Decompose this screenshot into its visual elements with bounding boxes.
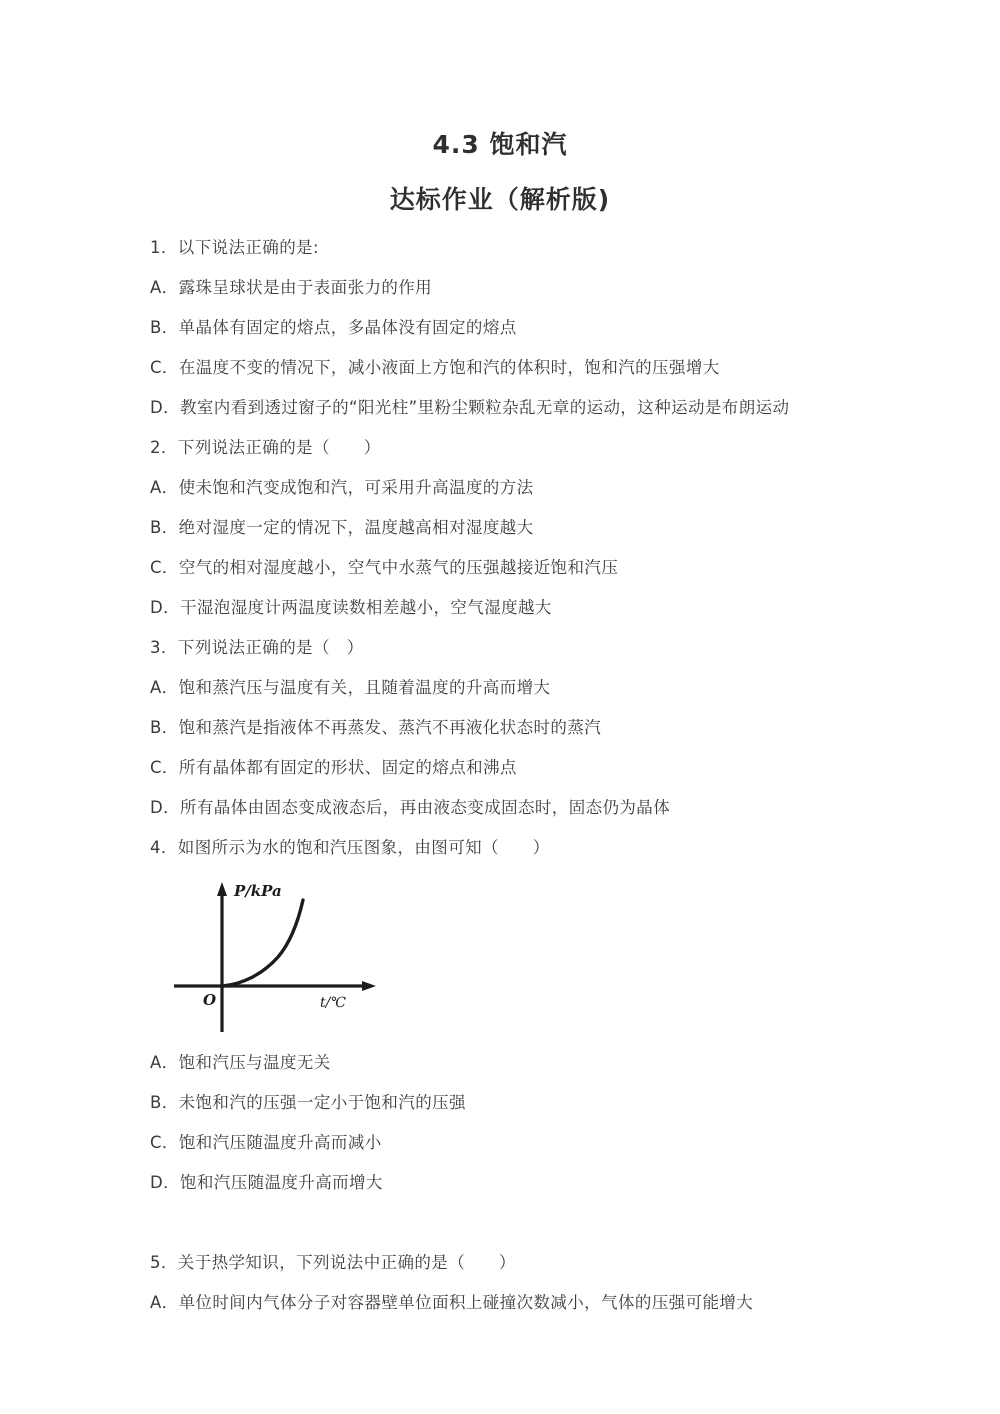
question-5-option-a: A．单位时间内气体分子对容器壁单位面积上碰撞次数减小，气体的压强可能增大 bbox=[150, 1293, 754, 1312]
question-2-option-c: C．空气的相对湿度越小，空气中水蒸气的压强越接近饱和汽压 bbox=[150, 558, 619, 577]
question-2-option-b: B．绝对湿度一定的情况下，温度越高相对湿度越大 bbox=[150, 518, 534, 537]
graph-origin-label: O bbox=[203, 991, 217, 1009]
question-1-option-d: D．教室内看到透过窗子的“阳光柱”里粉尘颗粒杂乱无章的运动，这种运动是布朗运动 bbox=[150, 398, 790, 417]
question-1-option-a: A．露珠呈球状是由于表面张力的作用 bbox=[150, 278, 433, 297]
saturated-vapor-pressure-graph bbox=[170, 874, 400, 1039]
graph-x-axis-label: t/℃ bbox=[320, 995, 347, 1011]
question-3-option-b: B．饱和蒸汽是指液体不再蒸发、蒸汽不再液化状态时的蒸汽 bbox=[150, 718, 602, 737]
question-3-option-c: C．所有晶体都有固定的形状、固定的熔点和沸点 bbox=[150, 758, 517, 777]
question-stem-3: 3．下列说法正确的是（ ） bbox=[150, 638, 364, 657]
graph-x-axis-arrow bbox=[362, 981, 376, 991]
question-stem-1: 1．以下说法正确的是: bbox=[150, 238, 319, 257]
spacer bbox=[150, 1203, 890, 1243]
question-stem-4: 4．如图所示为水的饱和汽压图象，由图可知（ ） bbox=[150, 838, 550, 857]
question-1-option-c: C．在温度不变的情况下，减小液面上方饱和汽的体积时，饱和汽的压强增大 bbox=[150, 358, 720, 377]
graph-y-axis-label: P/kPa bbox=[234, 882, 282, 900]
question-4-figure-wrapper bbox=[150, 868, 890, 1043]
question-2-option-d: D．干湿泡湿度计两温度读数相差越小，空气湿度越大 bbox=[150, 598, 552, 617]
page-subtitle: 达标作业（解析版) bbox=[389, 185, 611, 214]
question-4-option-c: C．饱和汽压随温度升高而减小 bbox=[150, 1133, 382, 1152]
questions-container bbox=[150, 228, 890, 1323]
question-4-option-a: A．饱和汽压与温度无关 bbox=[150, 1053, 331, 1072]
question-4-option-b: B．未饱和汽的压强一定小于饱和汽的压强 bbox=[150, 1093, 466, 1112]
graph-y-axis-arrow bbox=[217, 882, 227, 896]
question-4-option-d: D．饱和汽压随温度升高而增大 bbox=[150, 1173, 383, 1192]
question-2-option-a: A．使未饱和汽变成饱和汽，可采用升高温度的方法 bbox=[150, 478, 534, 497]
graph-curve bbox=[223, 900, 303, 986]
question-stem-5: 5．关于热学知识，下列说法中正确的是（ ） bbox=[150, 1253, 516, 1272]
question-stem-2: 2．下列说法正确的是（ ） bbox=[150, 438, 381, 457]
page-title: 4.3 饱和汽 bbox=[432, 130, 568, 159]
question-3-option-a: A．饱和蒸汽压与温度有关，且随着温度的升高而增大 bbox=[150, 678, 551, 697]
document-title-block bbox=[0, 126, 1000, 220]
question-3-option-d: D．所有晶体由固态变成液态后，再由液态变成固态时，固态仍为晶体 bbox=[150, 798, 671, 817]
question-1-option-b: B．单晶体有固定的熔点，多晶体没有固定的熔点 bbox=[150, 318, 517, 337]
